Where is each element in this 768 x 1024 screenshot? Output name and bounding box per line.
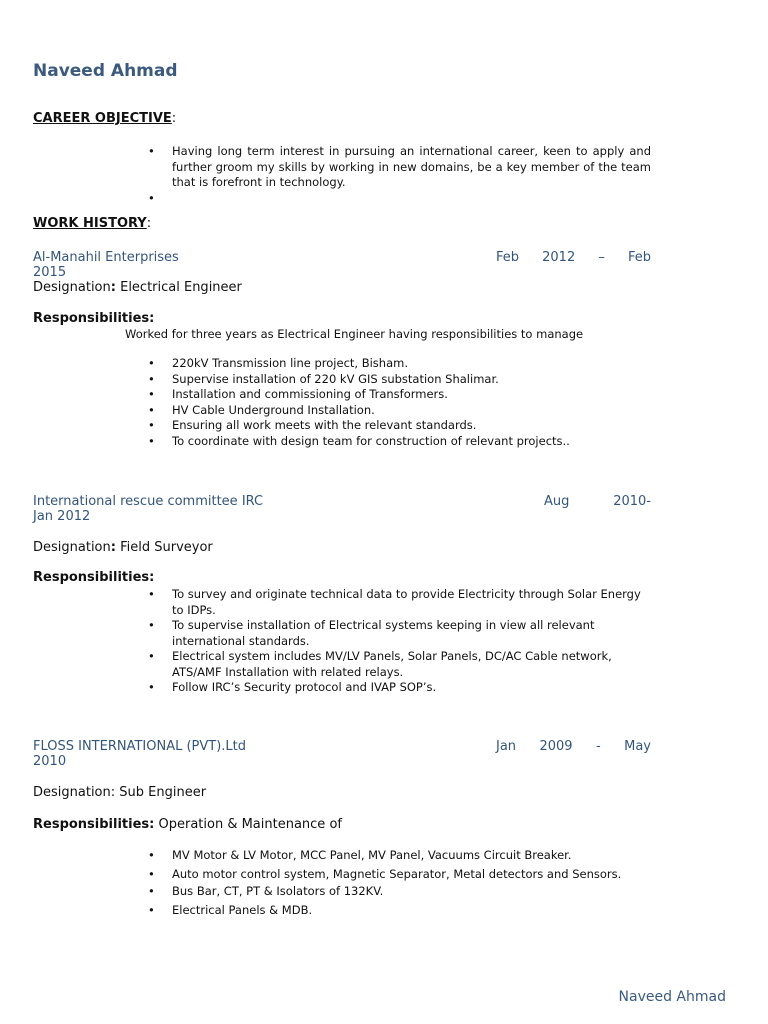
designation [33,280,242,295]
date-part: Feb [627,250,651,265]
company-name: Al-Manahil Enterprises [33,250,179,265]
list-item: • Supervise installation of 220 kV GIS substation Shalimar. [148,372,651,388]
date-part: Feb [496,250,520,265]
responsibilities-list [148,356,651,449]
responsibilities-line [33,817,342,832]
responsibilities-label: Responsibilities: [33,570,155,585]
date-part: – [598,250,605,265]
date-part: Jan [496,739,517,754]
date-part: 2012 [542,250,576,265]
footer-name: Naveed Ahmad [618,989,726,1005]
list-item: • Electrical system includes MV/LV Panels, Solar Panels, DC/AC Cable network, ATS/AMF Installation with related relays. [148,649,651,680]
job-dates [496,739,651,754]
responsibilities-intro: Worked for three years as Electrical Engineer having responsibilities to manage [125,327,584,341]
responsibilities-rest: Operation & Maintenance of [154,817,342,832]
list-item [148,191,651,206]
list-item: • 220kV Transmission line project, Bisham. [148,356,651,372]
date-part: 2010- [613,494,651,509]
designation-colon: : [110,280,116,295]
work-history-colon: : [146,216,152,231]
date-part: May [624,739,651,754]
list-item: • Ensuring all work meets with the relevant standards. [148,418,651,434]
date-part: Aug [544,494,570,509]
candidate-name: Naveed Ahmad [33,61,178,81]
career-objective-list [148,144,651,206]
date-wrap: Jan 2012 [33,509,91,524]
date-part: 2009 [539,739,573,754]
designation-label: Designation [33,280,111,295]
list-item: • MV Motor & LV Motor, MCC Panel, MV Panel, Vacuums Circuit Breaker. [148,848,651,864]
list-item: • Follow IRC’s Security protocol and IVAP SOP’s. [148,680,651,696]
responsibilities-list [148,587,651,696]
designation [33,540,213,555]
designation: Designation: Sub Engineer [33,785,207,800]
designation-value: Field Surveyor [115,540,213,555]
job-header [33,494,651,524]
date-wrap: 2010 [33,754,67,769]
company-name: International rescue committee IRC [33,494,264,509]
career-objective-heading [33,111,176,126]
work-history-heading [33,216,151,231]
list-item: • To coordinate with design team for construction of relevant projects.. [148,434,651,450]
job-header [33,739,651,769]
list-item: • HV Cable Underground Installation. [148,403,651,419]
responsibilities-label: Responsibilities: [33,311,155,326]
date-part: - [595,739,601,754]
list-item: • Auto motor control system, Magnetic Separator, Metal detectors and Sensors. [148,867,651,883]
date-wrap: 2015 [33,265,67,280]
work-history-title: WORK HISTORY [33,216,147,231]
responsibilities-list [148,848,651,918]
company-name: FLOSS INTERNATIONAL (PVT).Ltd [33,739,247,754]
list-item: • Electrical Panels & MDB. [148,903,651,919]
list-item: • Bus Bar, CT, PT & Isolators of 132KV. [148,884,651,900]
career-objective-colon: : [171,111,177,126]
designation-colon: : [110,540,116,555]
job-header [33,250,651,280]
list-item: • To survey and originate technical data to provide Electricity through Solar Energy to IDPs. [148,587,651,618]
designation-label: Designation [33,540,111,555]
list-item: • Having long term interest in pursuing an international career, keen to apply and further groom my skills by working in new domains, be a key member of the team that is forefront in technology. [148,144,651,191]
job-dates [496,250,651,265]
job-dates [544,494,651,509]
career-objective-title: CAREER OBJECTIVE [33,111,172,126]
list-item: • Installation and commissioning of Transformers. [148,387,651,403]
designation-value: Electrical Engineer [115,280,242,295]
responsibilities-label: Responsibilities: [33,817,155,832]
list-item: • To supervise installation of Electrical systems keeping in view all relevant international standards. [148,618,651,649]
